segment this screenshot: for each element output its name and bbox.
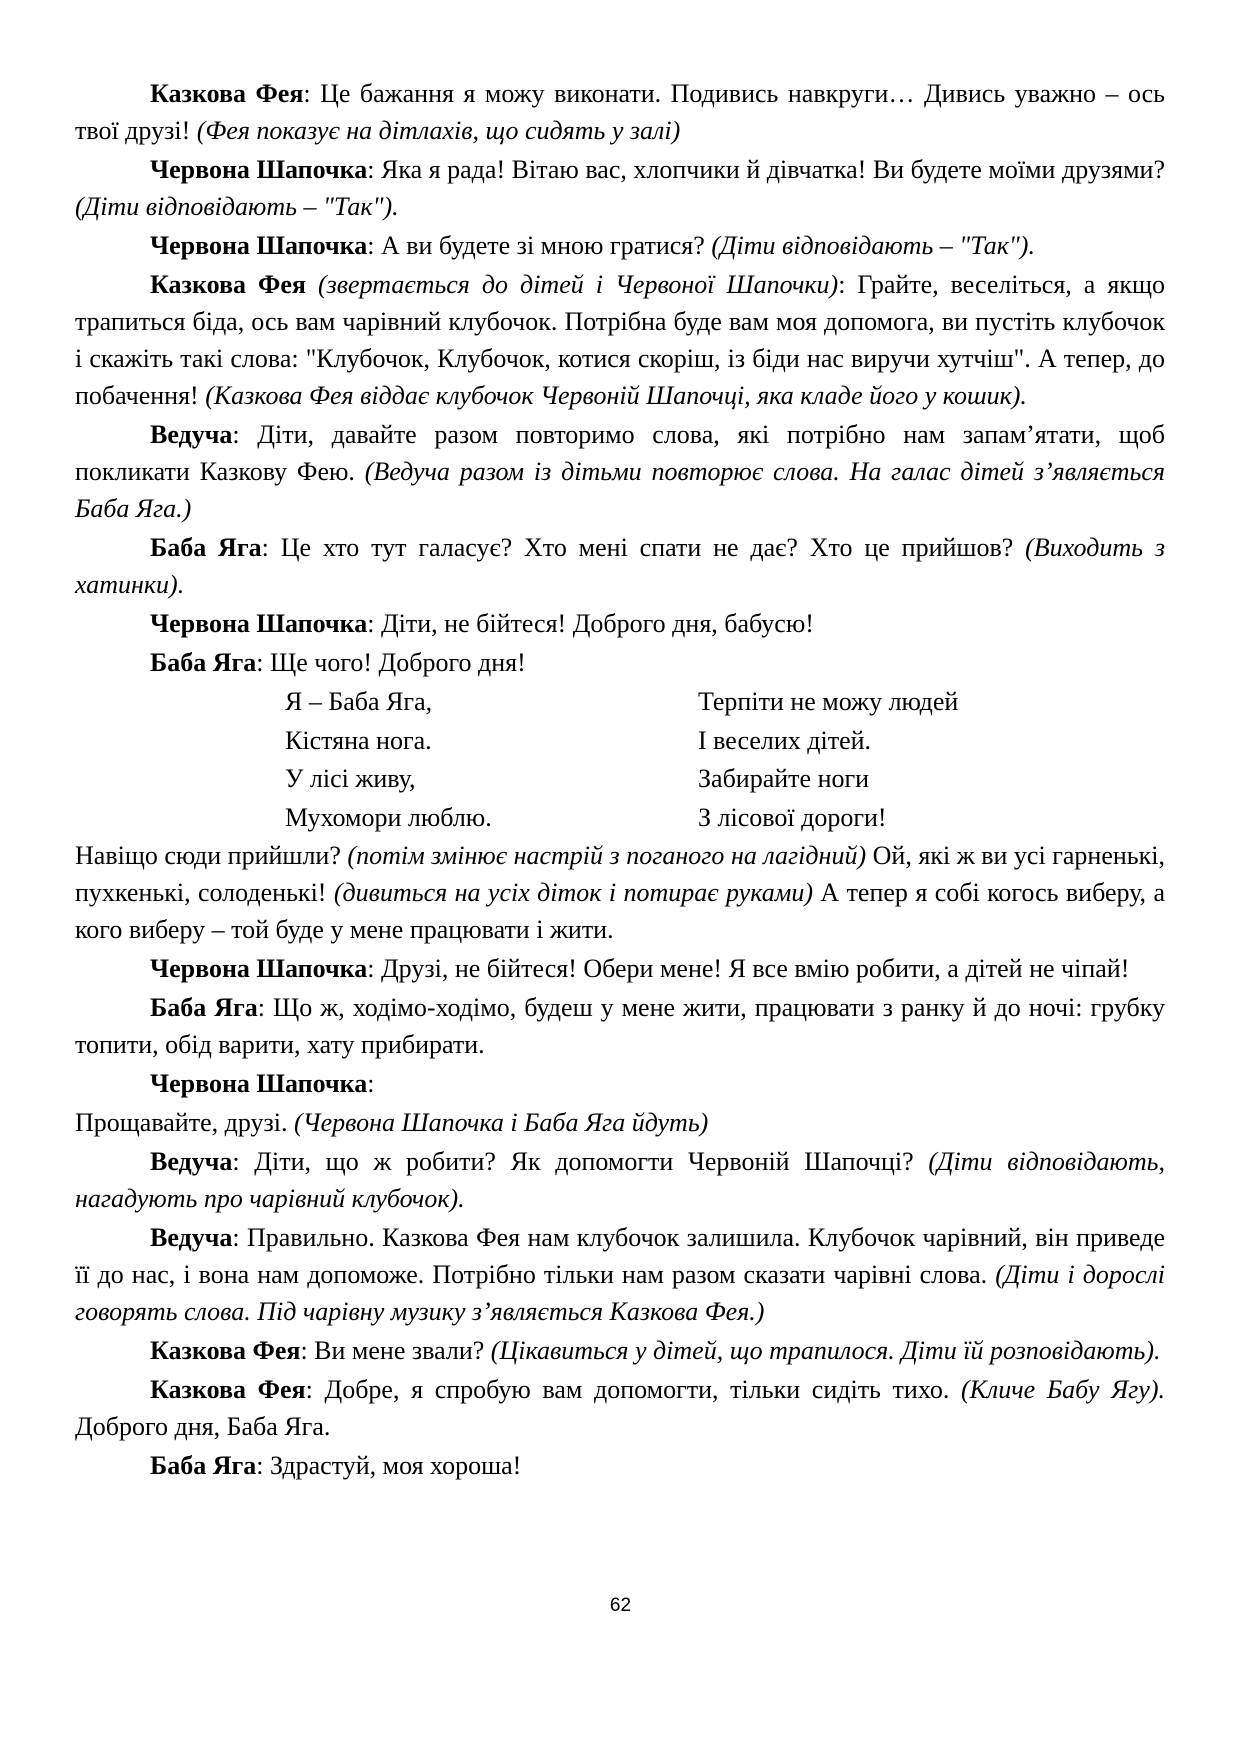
stage-direction: (потім змінює настрій з поганого на лагідний) [347,841,867,870]
speaker-name: Червона Шапочка [150,231,368,260]
page-number: 62 [609,1595,632,1616]
line-text: Що ж, ходімо-ходімо, будеш у мене жити, працювати з ранку й до ночі: грубку топити, обід варити, хату прибирати. [75,993,1165,1059]
speaker-name: Казкова Фея [150,270,306,299]
line-text: Грайте, веселіться, а якщо трапиться біда, ось вам чарівний клубочок. Потрібна буде вам моя допомога, ви пустіть клубочок і скажіть такі слова: "Клубочок, Клубочок, котися скоріш, із біди нас виручи хутчіш". А тепер, до побачення! [75,270,1165,410]
dialogue-continuation: Прощавайте, друзі. (Червона Шапочка і Баба Яга йдуть) [75,1108,709,1137]
line-text: Це бажання я можу виконати. Подивись навкруги… Дивись уважно – ось твої друзі! [75,79,1165,145]
poem-verse [285,683,1165,837]
speaker-name: Баба Яга [150,533,262,562]
poem-line: Я – Баба Яга, [285,687,433,716]
line-text: Діти, давайте разом повторимо слова, які потрібно нам запам’ятати, щоб покликати Казкову Фею. [75,420,1166,486]
speaker-name: Червона Шапочка [150,954,368,983]
stage-direction: (звертається до дітей і Червоної Шапочки) [305,270,839,299]
line-text: Діти, що ж робити? Як допомогти Червоній Шапочці? [254,1147,929,1176]
stage-direction: (Діти відповідають, нагадують про чарівний клубочок). [75,1147,1165,1213]
stage-direction: (Ведуча разом із дітьми повторює слова. На галас дітей з’являється Баба Яга.) [75,457,1165,523]
speaker-name: Червона Шапочка [150,155,368,184]
speaker-name: Казкова Фея [150,79,304,108]
line-text: А ви будете зі мною гратися? [380,231,712,260]
poem-line: З лісової дороги! [698,802,887,832]
stage-direction: (Цікавиться у дітей, що трапилося. Діти їй розповідають). [490,1336,1161,1365]
line-text: Яка я рада! Вітаю вас, хлопчики й дівчатка! Ви будете моїми друзями? [381,155,1165,184]
speaker-name: Казкова Фея [150,1336,301,1365]
dialogue-continuation: Навіщо сюди прийшли? (потім змінює настрій з поганого на лагідний) Ой, які ж ви усі гарненькі, пухкенькі, солоденькі! (дивиться на усіх діток і потирає руками) А тепер я собі когось виберу, а кого виберу – той буде у мене працювати і жити. [75,841,1165,944]
stage-direction: (Діти і дорослі говорять слова. Під чарівну музику з’являється Казкова Фея.) [75,1260,1165,1326]
line-text: Діти, не бійтеся! Доброго дня, бабусю! [380,609,814,638]
dialogue-line: Ведуча: Правильно. Казкова Фея нам клубочок залишила. Клубочок чарівний, він приведе її до нас, і вона нам допоможе. Потрібно тільки нам разом сказати чарівні слова. (Діти і дорослі говорять слова. Під чарівну музику з’являється Казкова Фея.) [75,1223,1165,1326]
stage-direction: (Червона Шапочка і Баба Яга йдуть) [294,1108,709,1137]
poem-line: І веселих дітей. [698,725,872,755]
speaker-name: Ведуча [150,1147,233,1176]
dialogue-line: Червона Шапочка: Яка я рада! Вітаю вас, хлопчики й дівчатка! Ви будете моїми друзями? (Діти відповідають – "Так"). [75,155,1165,221]
speaker-name: Казкова Фея [150,1375,306,1404]
dialogue-line: Баба Яга: Це хто тут галасує? Хто мені спати не дає? Хто це прийшов? (Виходить з хатинки). [75,533,1165,599]
stage-direction: (Діти відповідають – "Так"). [711,231,1035,260]
dialogue-line: Баба Яга: Ще чого! Доброго дня! [150,648,526,677]
speaker-name: Червона Шапочка [150,1069,368,1098]
play-script-text [75,75,1165,1486]
dialogue-line: Червона Шапочка: [150,1069,375,1098]
line-text: Ще чого! Доброго дня! [270,648,526,677]
speaker-name: Ведуча [150,1223,233,1252]
dialogue-line: Червона Шапочка: Діти, не бійтеся! Доброго дня, бабусю! [150,609,814,638]
stage-direction: (Діти відповідають – "Так"). [75,192,399,221]
dialogue-line: Баба Яга: Здрастуй, моя хороша! [150,1451,522,1480]
poem-line: Мухомори люблю. [285,802,492,832]
line-text: Друзі, не бійтеся! Обери мене! Я все вмію робити, а дітей не чіпай! [380,954,1130,983]
line-text: Правильно. Казкова Фея нам клубочок залишила. Клубочок чарівний, він приведе її до нас, і вона нам допоможе. Потрібно тільки нам разом сказати чарівні слова. [75,1223,1165,1289]
speaker-name: Баба Яга [150,993,258,1022]
dialogue-line: Казкова Фея: Це бажання я можу виконати. Подивись навкруги… Дивись уважно – ось твої друзі! (Фея показує на дітлахів, що сидять у залі) [75,79,1165,145]
speaker-name: Баба Яга [150,648,257,677]
dialogue-line: Казкова Фея: Добре, я спробую вам допомогти, тільки сидіть тихо. (Кличе Бабу Ягу). Доброго дня, Баба Яга. [75,1375,1166,1441]
dialogue-line: Казкова Фея: Ви мене звали? (Цікавиться у дітей, що трапилося. Діти їй розповідають). [150,1336,1161,1365]
stage-direction: (Виходить з хатинки). [75,533,1165,599]
line-text: Це хто тут галасує? Хто мені спати не дає? Хто це прийшов? [280,533,1026,562]
dialogue-line: Червона Шапочка: Друзі, не бійтеся! Обери мене! Я все вмію робити, а дітей не чіпай! [150,954,1130,983]
line-text: Добре, я спробую вам допомогти, тільки сидіть тихо. [324,1375,961,1404]
poem-line: Забирайте ноги [698,764,870,793]
speaker-name: Ведуча [150,420,233,449]
dialogue-line: Червона Шапочка: А ви будете зі мною гратися? (Діти відповідають – "Так"). [150,231,1035,260]
dialogue-line: Баба Яга: Що ж, ходімо-ходімо, будеш у мене жити, працювати з ранку й до ночі: грубку топити, обід варити, хату прибирати. [75,993,1165,1059]
poem-line: Кістяна нога. [285,725,432,755]
speaker-name: Червона Шапочка [150,609,368,638]
speaker-name: Баба Яга [150,1451,257,1480]
stage-direction: (Фея показує на дітлахів, що сидять у залі) [196,116,681,145]
stage-direction: (Кличе Бабу Ягу). [960,1375,1166,1404]
stage-direction: (дивиться на усіх діток і потирає руками) [333,878,813,907]
dialogue-line: Ведуча: Діти, що ж робити? Як допомогти Червоній Шапочці? (Діти відповідають, нагадують про чарівний клубочок). [75,1147,1165,1213]
poem-line: У лісі живу, [285,764,416,793]
dialogue-line: Казкова Фея (звертається до дітей і Червоної Шапочки): Грайте, веселіться, а якщо трапиться біда, ось вам чарівний клубочок. Потрібна буде вам моя допомога, ви пустіть клубочок і скажіть такі слова: "Клубочок, Клубочок, котися скоріш, із біди нас виручи хутчіш". А тепер, до побачення! (Казкова Фея віддає клубочок Червоній Шапочці, яка кладе його у кошик). [75,270,1165,410]
line-text: Здрастуй, моя хороша! [270,1451,522,1480]
poem-line: Терпіти не можу людей [698,687,959,716]
dialogue-line: Ведуча: Діти, давайте разом повторимо слова, які потрібно нам запам’ятати, щоб покликати Казкову Фею. (Ведуча разом із дітьми повторює слова. На галас дітей з’являється Баба Яга.) [75,420,1166,523]
stage-direction: (Казкова Фея віддає клубочок Червоній Шапочці, яка кладе його у кошик). [205,381,1027,410]
line-text: Ви мене звали? [314,1336,491,1365]
